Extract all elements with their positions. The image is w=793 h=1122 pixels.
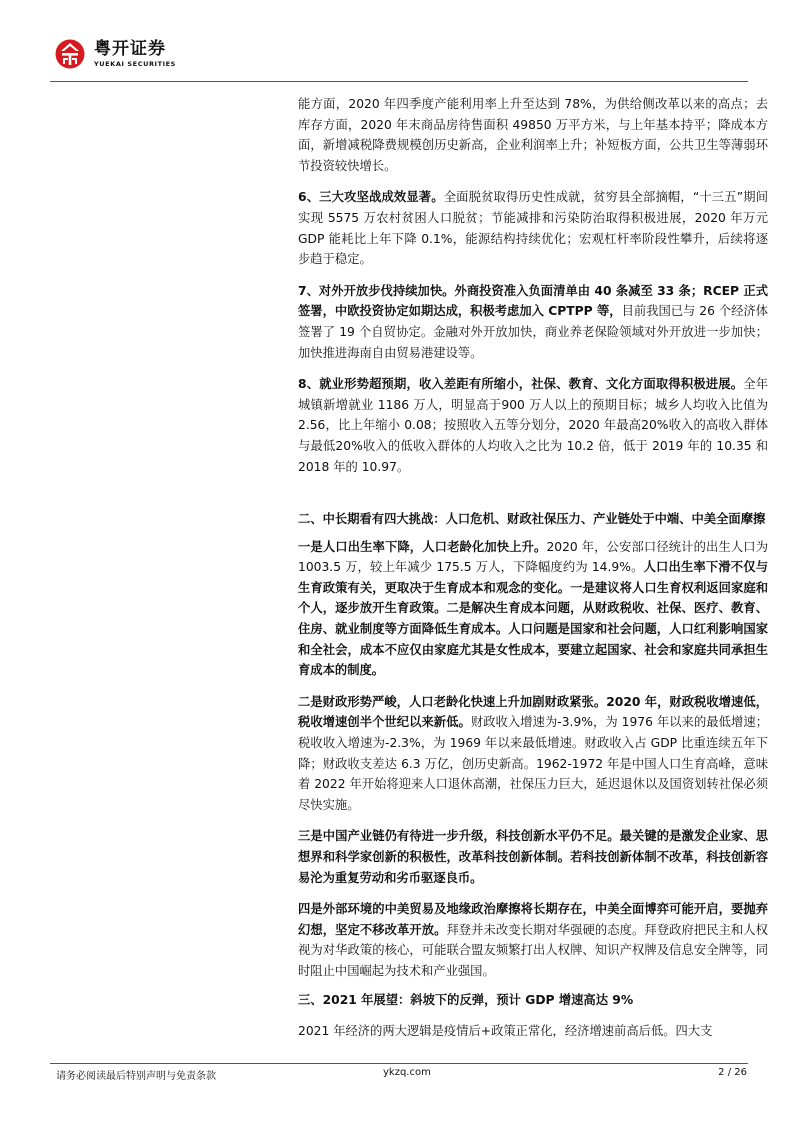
text-run-bold: 三、2021 年展望：斜坡下的反弹，预计 GDP 增速高达 9% (298, 992, 634, 1007)
text-run: 全面脱贫取得历史性成就，贫穷县全部摘帽，“十三五”期间实现 5575 万农村贫困人口脱贫；节能减排和污染防治取得积极进展，2020 年万元 GDP 能耗比上年下降 0.1%，能源结构持续优化；宏观杠杆率阶段性攀升，后续将逐步趋于稳定。 (298, 190, 768, 267)
text-run-bold: 人口出生率下滑不仅与生育政策有关，更取决于生育成本和观念的变化。一是建议将人口生育权利返回家庭和个人，逐步放开生育政策。二是解决生育成本问题，从财政税收、社保、医疗、教育、住房、就业制度等方面降低生育成本。人口问题是国家和社会问题，人口红利影响国家和全社会，成本不应仅由家庭尤其是女性成本，要建立起国家、社会和家庭共同承担生育成本的制度。 (298, 560, 768, 678)
section-heading-outlook (298, 990, 768, 1011)
footer-disclaimer: 请务必阅读最后特别声明与免责条款 (56, 1071, 216, 1082)
text-run: 全年城镇新增就业 1186 万人，明显高于900 万人以上的预期目标；城乡人均收入比值为 2.56，比上年缩小 0.08；按照收入五等分划分，2020 年最高20%收入的高收入群体与最低20%收入的低收入群体的人均收入之比为 10.2 倍，低于 2019 年的 10.35 和 2018 年的 10.97。 (298, 377, 768, 474)
text-run-bold: 三是中国产业链仍有待进一步升级，科技创新水平仍不足。最关键的是激发企业家、思想界和科学家创新的积极性，改革科技创新体制。若科技创新体制不改革，科技创新容易沦为重复劳动和劣币驱逐良币。 (298, 829, 768, 885)
text-run-bold: 二是财政形势严峻，人口老龄化快速上升加剧财政紧张。2020 年，财政税收增速低，税收增速创半个世纪以来新低。 (298, 694, 768, 730)
text-run: 拜登并未改变长期对华强硬的态度。拜登政府把民主和人权视为对华政策的核心，可能联合盟友频繁打出人权牌、知识产权牌及信息安全牌等，同时阻止中国崛起为技术和产业强国。 (298, 922, 768, 978)
text-run-bold: 8、就业形势超预期，收入差距有所缩小，社保、教育、文化方面取得积极进展。 (298, 377, 744, 392)
logo-english-name: YUEKAI SECURITIES (94, 59, 176, 68)
text-run: 财政收入增速为-3.9%，为 1976 年以来的最低增速；税收收入增速为-2.3%，为 1969 年以来最低增速。财政收入占 GDP 比重连续五年下降；财政收支差达 6.3 万亿，创历史新高。1962-1972 年是中国人口生育高峰，意味着 2022 年开始将迎来人口退休高潮，社保压力巨大，延迟退休以及国资划转社保必须尽快实施。 (298, 715, 768, 812)
paragraph-capacity (298, 94, 768, 176)
paragraph-employment (298, 374, 768, 477)
paragraph-opening-up (298, 281, 768, 363)
text-run: 2021 年经济的两大逻辑是疫情后+政策正常化，经济增速前高后低。四大支 (298, 1024, 713, 1039)
header-divider (50, 81, 748, 82)
section-heading-challenges (298, 509, 768, 530)
text-run-bold: 四是外部环境的中美贸易及地缘政治摩擦将长期存在，中美全面博弈可能开启，要抛弃幻想，坚定不移改革开放。 (298, 902, 768, 937)
text-run-bold: 7、对外开放步伐持续加快。外商投资准入负面清单由 40 条减至 33 条；RCEP 正式签署，中欧投资协定如期达成，积极考虑加入 CPTPP 等， (298, 283, 768, 319)
text-run: 目前我国已与 26 个经济体签署了 19 个自贸协定。金融对外开放加快，商业养老保险领域对外开放进一步加快；加快推进海南自由贸易港建设等。 (298, 304, 769, 360)
paragraph-fiscal (298, 692, 768, 816)
footer-website: ykzq.com (383, 1067, 431, 1078)
paragraph-three-battles (298, 187, 768, 269)
paragraph-industry-chain (298, 826, 768, 888)
text-run: 2020 年，公安部口径统计的出生人口为 1003.5 万，较上年减少 175.5 万人，下降幅度约为 14.9%。 (298, 539, 768, 575)
text-run: 能方面，2020 年四季度产能利用率上升至达到 78%，为供给侧改革以来的高点；去库存方面，2020 年末商品房待售面积 49850 万平方米，与上年基本持平；降成本方面，新增减税降费规模创历史新高，企业利润率上升；补短板方面，公共卫生等薄弱环节投资较快增长。 (298, 97, 768, 173)
report-body (298, 94, 768, 1042)
page-number: 2 / 26 (718, 1067, 747, 1078)
paragraph-external (298, 899, 768, 981)
logo-chinese-name: 粤开证券 (94, 38, 166, 59)
paragraph-outlook (298, 1021, 768, 1042)
paragraph-population (298, 537, 768, 681)
footer-divider (50, 1063, 748, 1064)
text-run-bold: 一是人口出生率下降，人口老龄化加快上升。 (298, 539, 547, 554)
text-run-bold: 二、中长期看有四大挑战：人口危机、财政社保压力、产业链处于中端、中美全面摩擦 (298, 512, 766, 527)
yuekai-logo-icon (54, 38, 86, 70)
company-logo (54, 38, 176, 70)
text-run-bold: 6、三大攻坚战成效显著。 (298, 190, 444, 205)
